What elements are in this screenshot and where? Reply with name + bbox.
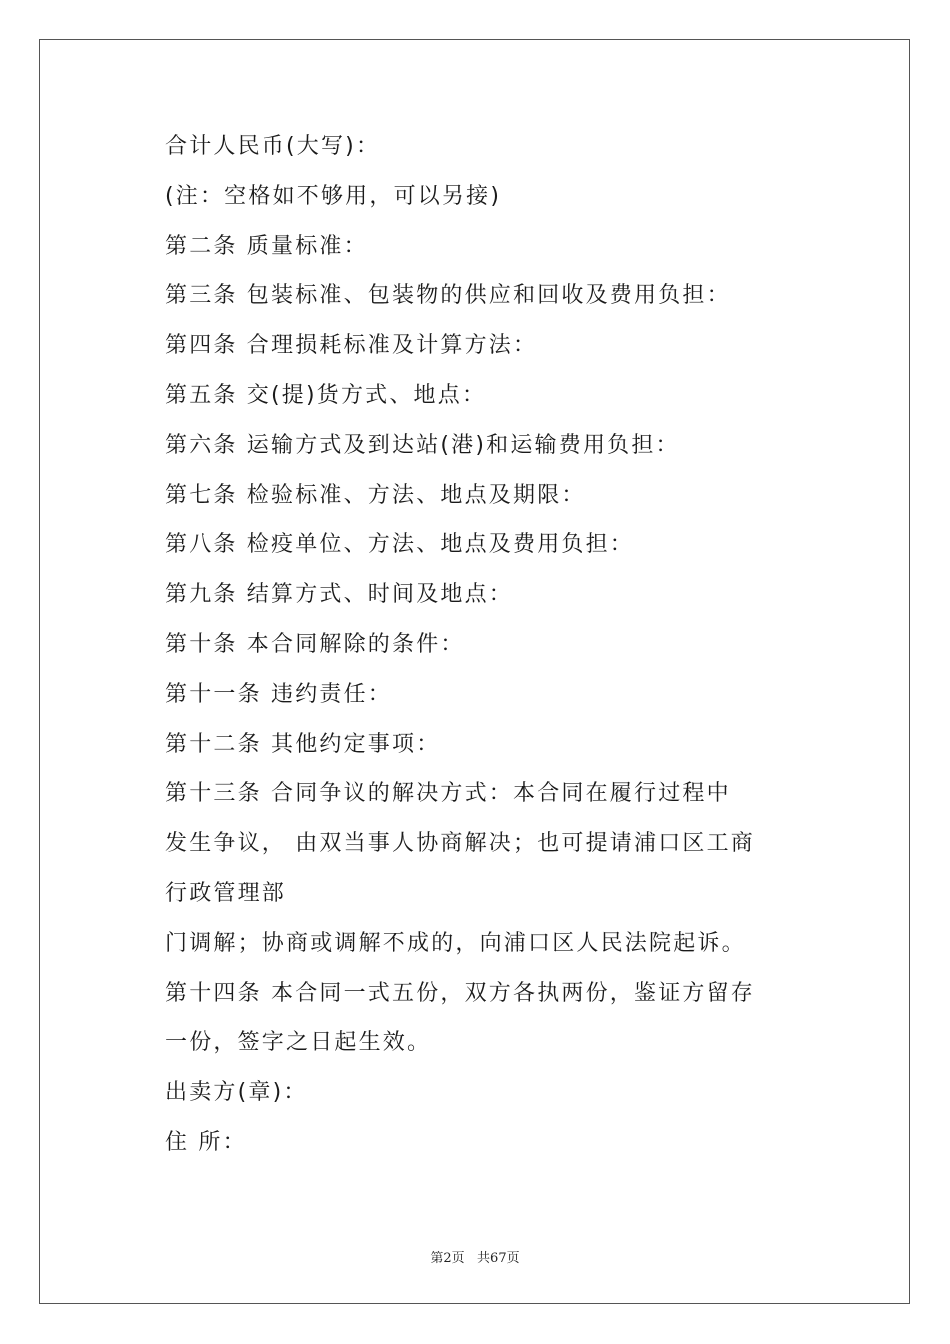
text-line: 第六条 运输方式及到达站(港)和运输费用负担： — [165, 432, 680, 458]
text-line: 第九条 结算方式、时间及地点： — [165, 582, 513, 608]
document-body — [165, 128, 765, 1174]
text-line: (注：空格如不够用，可以另接) — [165, 183, 502, 209]
text-line: 行政管理部 — [165, 880, 287, 906]
text-line: 第三条 包装标准、包装物的供应和回收及费用负担： — [165, 283, 731, 309]
text-line: 第二条 质量标准： — [165, 233, 368, 259]
text-line: 第四条 合理损耗标准及计算方法： — [165, 333, 538, 359]
text-line: 第十条 本合同解除的条件： — [165, 631, 465, 657]
text-line: 第五条 交(提)货方式、地点： — [165, 382, 487, 408]
text-line: 住 所： — [165, 1129, 247, 1155]
text-line: 第七条 检验标准、方法、地点及期限： — [165, 482, 586, 508]
text-line: 第十一条 违约责任： — [165, 681, 392, 707]
text-line: 发生争议， 由双当事人协商解决；也可提请浦口区工商 — [165, 831, 755, 857]
text-line: 第八条 检疫单位、方法、地点及费用负担： — [165, 532, 634, 558]
text-line: 一份，签字之日起生效。 — [165, 1030, 432, 1056]
text-line: 第十三条 合同争议的解决方式：本合同在履行过程中 — [165, 781, 731, 807]
text-line: 合计人民币(大写)： — [165, 134, 381, 159]
text-line: 门调解；协商或调解不成的，向浦口区人民法院起诉。 — [165, 930, 746, 956]
text-line: 第十二条 其他约定事项： — [165, 731, 441, 757]
text-line: 出卖方(章)： — [165, 1080, 308, 1106]
page-number-footer: 第2页 共67页 — [430, 1251, 520, 1266]
text-line: 第十四条 本合同一式五份，双方各执两份，鉴证方留存 — [165, 980, 755, 1006]
